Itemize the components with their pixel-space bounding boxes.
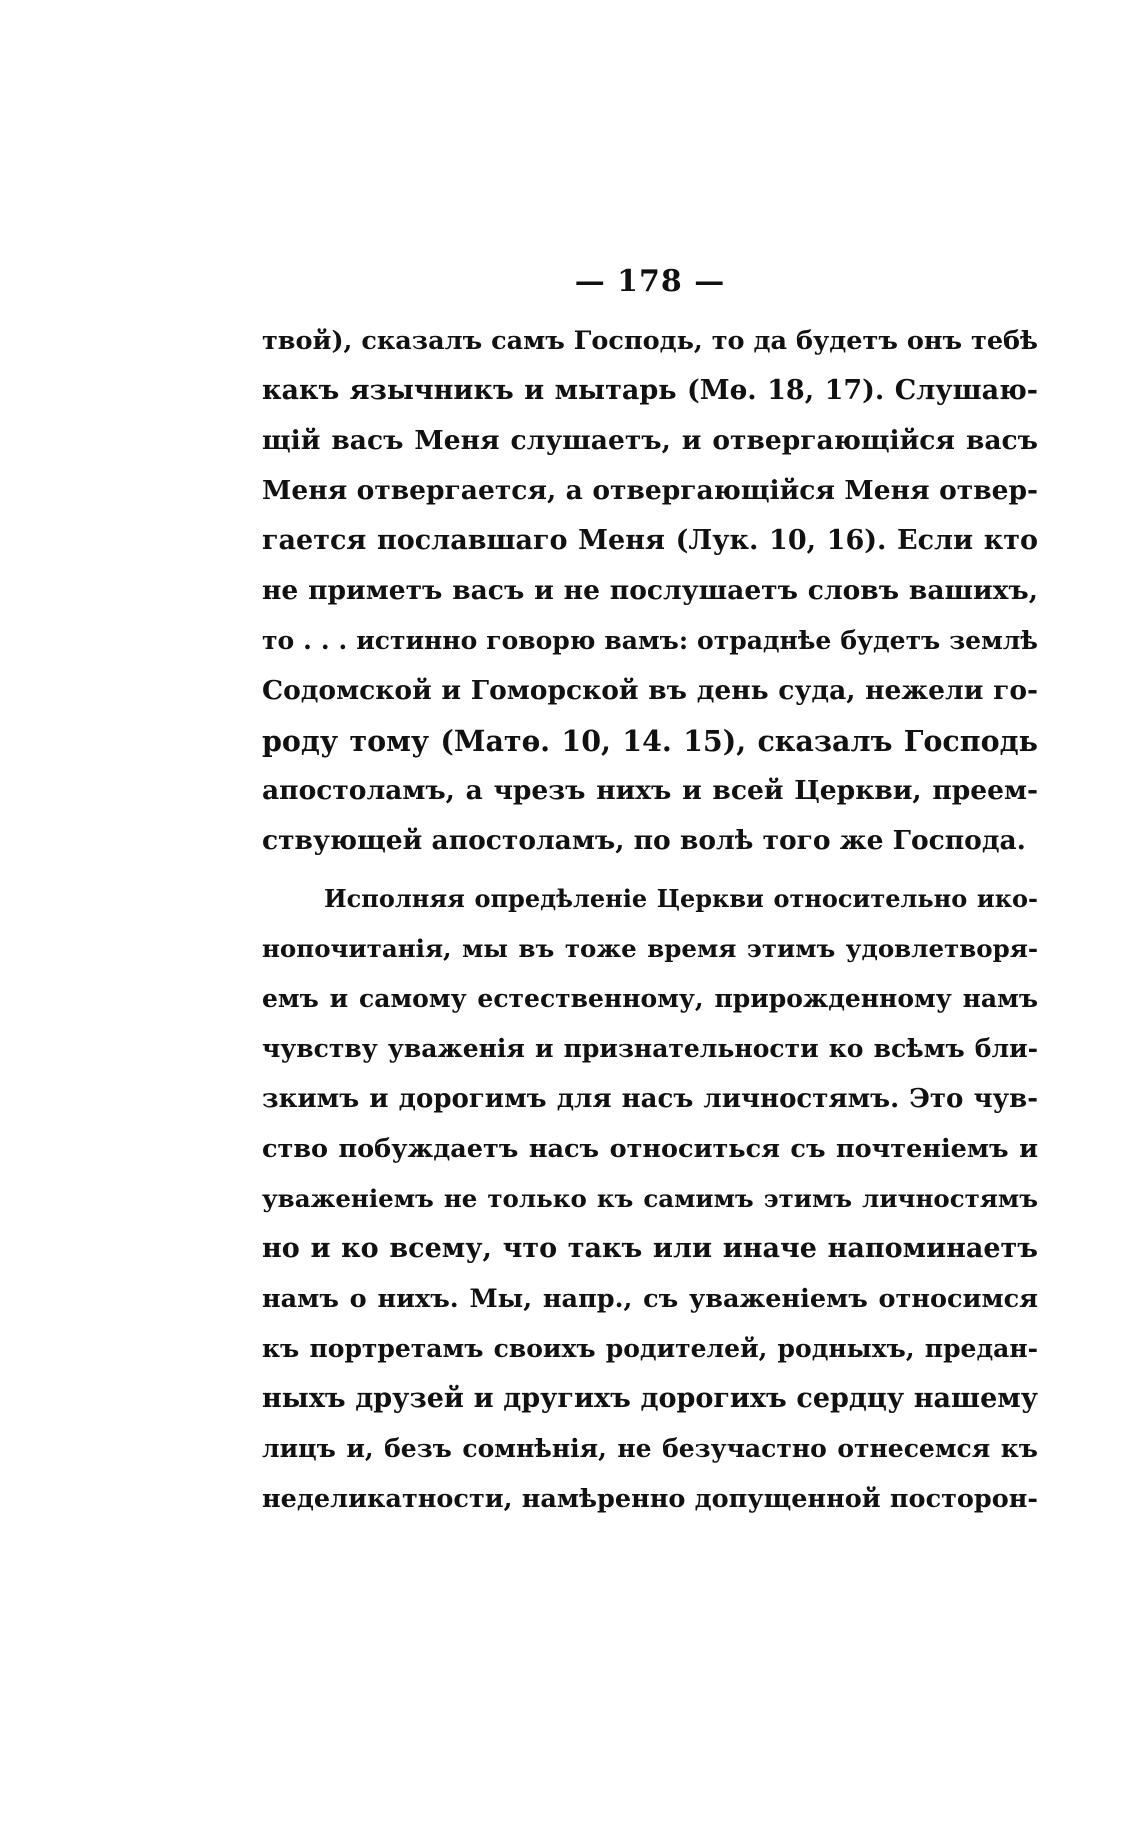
text-line: но и ко всему, что такъ или иначе напоминаетъ <box>262 1233 1038 1264</box>
text-line: лицъ и, безъ сомнѣнія, не безучастно отнесемся къ <box>262 1434 1038 1463</box>
text-line: твой), сказалъ самъ Господь, то да будетъ онъ тебѣ <box>262 326 1038 356</box>
text-line: емъ и самому естественному, прирожденному намъ <box>262 984 1038 1013</box>
paragraph-2 <box>262 874 1038 1524</box>
text-line: чувству уваженія и признательности ко всѣмъ бли- <box>262 1034 1038 1063</box>
text-line: ствующей апостоламъ, по волѣ того же Господа. <box>262 825 1026 856</box>
text-line: щій васъ Меня слушаетъ, и отвергающійся васъ <box>262 425 1038 456</box>
text-line: ство побуждаетъ насъ относиться съ почтеніемъ и <box>262 1134 1038 1164</box>
text-line: зкимъ и дорогимъ для насъ личностямъ. Это чув- <box>262 1084 1038 1114</box>
text-line: Содомской и Гоморской въ день суда, нежели го- <box>262 675 1038 706</box>
text-line: ныхъ друзей и другихъ дорогихъ сердцу нашему <box>262 1383 1038 1414</box>
text-line: не приметъ васъ и не послушаетъ словъ вашихъ, <box>262 575 1038 606</box>
text-line: какъ язычникъ и мытарь (Мѳ. 18, 17). Слушаю- <box>262 375 1038 406</box>
paragraph-1 <box>262 316 1038 866</box>
text-line: неделикатности, намѣренно допущенной посторон- <box>262 1484 1038 1514</box>
text-line: къ портретамъ своихъ родителей, родныхъ, предан- <box>262 1334 1038 1363</box>
text-line: то . . . истинно говорю вамъ: отраднѣе будетъ землѣ <box>262 626 1038 655</box>
text-line: Меня отвергается, а отвергающійся Меня отвер- <box>262 475 1038 506</box>
text-line: гается пославшаго Меня (Лук. 10, 16). Если кто <box>262 525 1038 556</box>
text-line: намъ о нихъ. Мы, напр., съ уваженіемъ относимся <box>262 1284 1038 1314</box>
book-page <box>262 262 1038 1524</box>
text-line: роду тому (Матѳ. 10, 14. 15), сказалъ Господь <box>262 724 1038 758</box>
text-line: нопочитанія, мы въ тоже время этимъ удовлетворя- <box>262 934 1038 963</box>
text-line: Исполняя опредѣленіе Церкви относительно ико- <box>324 884 1038 913</box>
text-line: апостоламъ, а чрезъ нихъ и всей Церкви, преем- <box>262 775 1038 806</box>
text-line: уваженіемъ не только къ самимъ этимъ личностямъ <box>262 1184 1038 1213</box>
page-number-header: — 178 — <box>574 264 726 299</box>
